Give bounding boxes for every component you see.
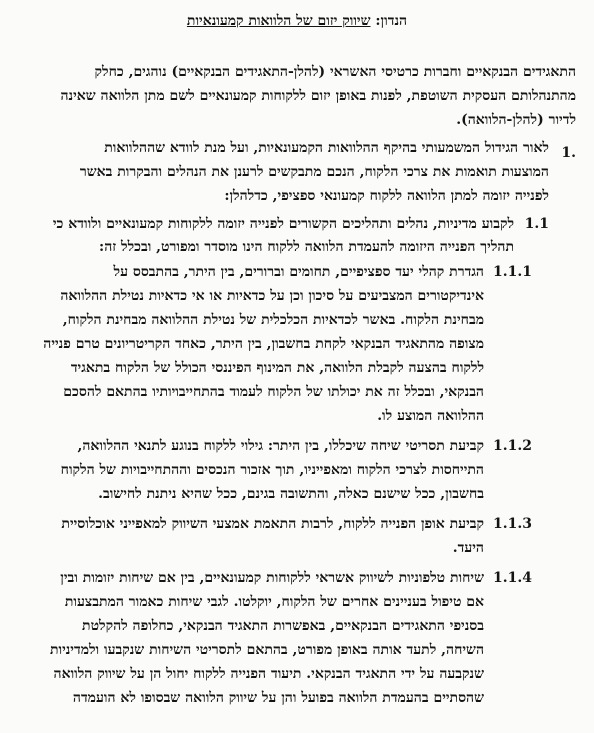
section-number: 1.1.3 bbox=[493, 516, 532, 532]
section-number: 1.1 bbox=[524, 216, 549, 232]
section-line: אינדיקטורים המצביעים על סיכון וכן על כדאיות או אי כדאיות נטילת ההלוואה bbox=[60, 288, 484, 304]
section-line: שהסתיים בהעמדת הלוואה בפועל והן על שיווק הלוואה שבסופו לא הועמדה bbox=[72, 690, 484, 706]
section-line: ההלוואה המוצע לו. bbox=[377, 408, 484, 424]
section-line: לאור הגידול המשמעותי בהיקף ההלוואות הקמעונאיות, ועל מנת לוודא שההלוואות bbox=[104, 140, 549, 156]
intro-line: התאגידים הבנקאיים וחברות כרטיסי האשראי (להלן-התאגידים הבנקאיים) נוהגים, כחלק bbox=[94, 64, 576, 80]
section-line: אם טיפול בעניינים אחרים של הלקוח, יוקלטו. לגבי שיחות כאמור המתבצעות bbox=[64, 594, 484, 610]
section-line: קביעת תסריטי שיחה שיכללו, בין היתר: גילוי ללקוח בנוגע לתנאי ההלוואה, bbox=[77, 438, 484, 454]
section-number: 1.1.1 bbox=[493, 264, 532, 280]
section-line: הבנקאי, ובכלל זה את יכולתו של הלקוח לעמוד בהתחייבויותיו בהתאם להסכם bbox=[63, 384, 484, 400]
section-line: לפנייה יזומה למתן הלוואה ללקוח קמעונאי ספציפי, כדלהלן: bbox=[224, 188, 549, 204]
subject-prefix: הנדון: bbox=[375, 13, 408, 29]
section-line: קביעת אופן הפנייה ללקוח, לרבות התאמת אמצעי השיווק למאפייני אוכלוסיית bbox=[61, 516, 484, 532]
section-line: תהליך הפנייה היזומה להעמדת הלוואה ללקוח הינו מוסדר ומפורט, ובכלל זה: bbox=[99, 239, 514, 255]
intro-line: לדיור (להלן-הלוואה). bbox=[456, 112, 576, 128]
section-line: ללקוח בהצעה לקבלת הלוואה, את המינוף הפיננסי הכולל של הלקוח בתאגיד bbox=[70, 360, 484, 376]
section-number: 1.1.2 bbox=[493, 438, 532, 454]
section-line: הגדרת קהלי יעד ספציפיים, תחומים וברורים, בין היתר, בהתבסס על bbox=[113, 264, 484, 280]
section-line: לקבוע מדיניות, נהלים ותהליכים הקשורים לפנייה יזומה ללקוחות קמעונאיים ולוודא כי bbox=[52, 216, 514, 232]
section-number: 1. bbox=[561, 145, 576, 161]
section-line: בסניפי התאגידים הבנקאיים, באפשרות התאגיד הבנקאי, כחלופה להקלטת bbox=[82, 618, 484, 634]
section-line: היעד. bbox=[452, 540, 484, 556]
section-number: 1.1.4 bbox=[493, 570, 532, 586]
section-line: בחשבון, ככל שישנם כאלה, והתשובה בגינם, ככל שהיא ניתנת לחישוב. bbox=[98, 486, 484, 502]
section-line: מבחינת הלקוח. באשר לכדאיות הכלכלית של נטילת ההלוואה מבחינת הלקוח, bbox=[62, 312, 484, 328]
section-line: השיחה, לתעד אותה באופן מפורט, בהתאם לתסריטי השיחות שנקבעו ולמדיניות bbox=[49, 642, 484, 658]
section-line: המוצעות תואמות את צרכי הלקוח, הנכם מתבקשים לרענן את הנהלים והבקרות באשר bbox=[79, 164, 549, 180]
section-line: מצופה מהתאגיד הבנקאי לקחת בחשבון, בין היתר, כאחד הקריטריונים טרם פנייה bbox=[43, 336, 484, 352]
intro-line: מהתנהלותם העסקית השוטפת, לפנות באופן יזום ללקוחות קמעונאיים לשם מתן הלוואה שאינה bbox=[60, 88, 576, 104]
section-line: התייחסות לצרכי הלקוח ומאפייניו, תוך אזכור הנכסים וההתחייבויות של הלקוח bbox=[60, 462, 484, 478]
section-line: שיחות טלפוניות לשיווק אשראי ללקוחות קמעונאיים, בין אם שיחות יזומות ובין bbox=[60, 570, 484, 586]
subject-line bbox=[0, 10, 594, 32]
subject-text: שיווק יזום של הלוואות קמעונאיות bbox=[186, 13, 371, 29]
section-line: שנקבעה על ידי התאגיד הבנקאי. תיעוד הפנייה ללקוח יחול הן על שיווק הלוואה bbox=[53, 666, 484, 682]
